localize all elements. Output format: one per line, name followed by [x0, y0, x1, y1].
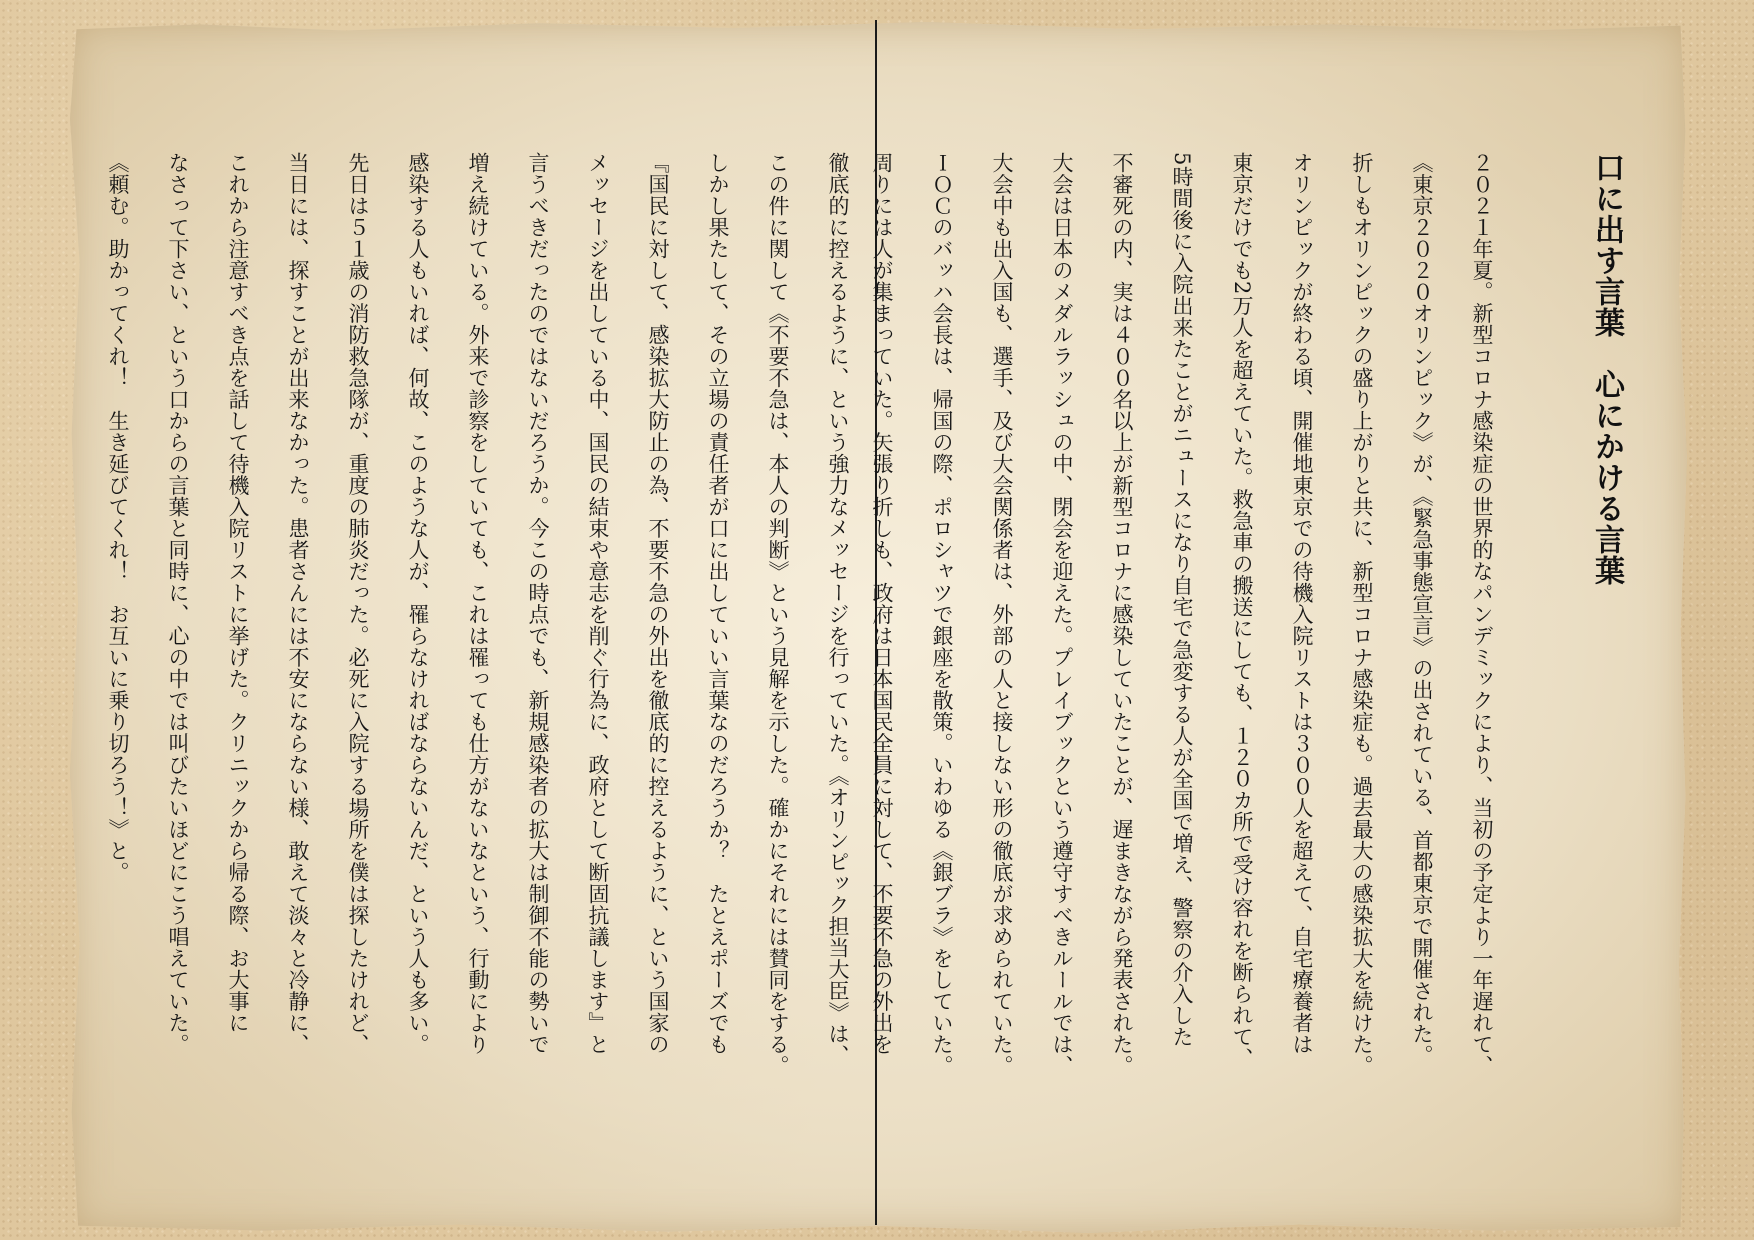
text-line: しかし果たして、その立場の責任者が口に出していい言葉なのだろうか？ たとえポーズでも [706, 152, 730, 1055]
text-line: ２０２１年夏。新型コロナ感染症の世界的なパンデミックにより、当初の予定より一年遅れて、 [1470, 152, 1494, 1077]
text-line: 不審死の内、実は４００名以上が新型コロナに感染していたことが、遅まきながら発表された。 [1110, 152, 1134, 1077]
text-line: 『国民に対して、感染拡大防止の為、不要不急の外出を徹底的に控えるように、という国家の [646, 152, 670, 1055]
text-line: 《東京２０２０オリンピック》が、《緊急事態宣言》の出されている、首都東京で開催された。 [1410, 152, 1434, 1066]
text-line: 徹底的に控えるように、という強力なメッセージを行っていた。《オリンピック担当大臣》は、 [826, 152, 850, 1066]
text-line: これから注意すべき点を話して待機入院リストに挙げた。クリニックから帰る際、お大事に [226, 152, 250, 1034]
text-line: 東京だけでも2万人を超えていた。救急車の搬送にしても、１２０カ所で受け容れを断られて、 [1230, 152, 1254, 1069]
text-line: 増え続けている。外来で診察をしていても、これは罹っても仕方がないなという、行動により [466, 152, 490, 1055]
right-page-text [870, 152, 1512, 1212]
text-line: なさって下さい、という口からの言葉と同時に、心の中では叫びたいほどにこう唱えていた。 [166, 152, 190, 1055]
text-line: 大会は日本のメダルラッシュの中、閉会を迎えた。プレイブックという遵守すべきルールでは、 [1050, 152, 1074, 1077]
text-line: 周りには人が集まっていた。矢張り折しも、政府は日本国民全員に対して、不要不急の外出を [870, 152, 894, 1055]
text-line: 先日は５１歳の消防救急隊が、重度の肺炎だった。必死に入院する場所を僕は探したけれど、 [346, 152, 370, 1055]
text-line: ＩＯＣのバッハ会長は、帰国の際、ポロシャツで銀座を散策。いわゆる《銀ブラ》をしていた。 [930, 152, 954, 1077]
text-line: 言うべきだったのではないだろうか。今この時点でも、新規感染者の拡大は制御不能の勢いで [526, 152, 550, 1055]
text-line: 《頼む。助かってくれ！ 生き延びてくれ！ お互いに乗り切ろう！》と。 [106, 152, 130, 883]
text-line: 当日には、探すことが出来なかった。患者さんには不安にならない様、敢えて淡々と冷静に、 [286, 152, 310, 1055]
text-line: オリンピックが終わる頃、開催地東京での待機入院リストは３００人を超えて、自宅療養者は [1290, 152, 1314, 1055]
text-line: この件に関して《不要不急は、本人の判断》という見解を示した。確かにそれには賛同をする。 [766, 152, 790, 1077]
text-line: 5時間後に入院出来たことがニュースになり自宅で急変する人が全国で増え、警察の介入した [1170, 152, 1194, 1048]
left-page-text [88, 152, 868, 1212]
text-line: メッセージを出している中、国民の結束や意志を削ぐ行為に、政府として断固抗議します』と [586, 152, 610, 1055]
text-line: 大会中も出入国も、選手、及び大会関係者は、外部の人と接しない形の徹底が求められていた。 [990, 152, 1014, 1077]
text-line: 折しもオリンピックの盛り上がりと共に、新型コロナ感染症も。過去最大の感染拡大を続けた。 [1350, 152, 1374, 1077]
text-line: 感染する人もいれば、何故、このような人が、罹らなければならないんだ、という人も多い。 [406, 152, 430, 1055]
document-title: 口に出す言葉 心にかける言葉 [1589, 152, 1624, 586]
